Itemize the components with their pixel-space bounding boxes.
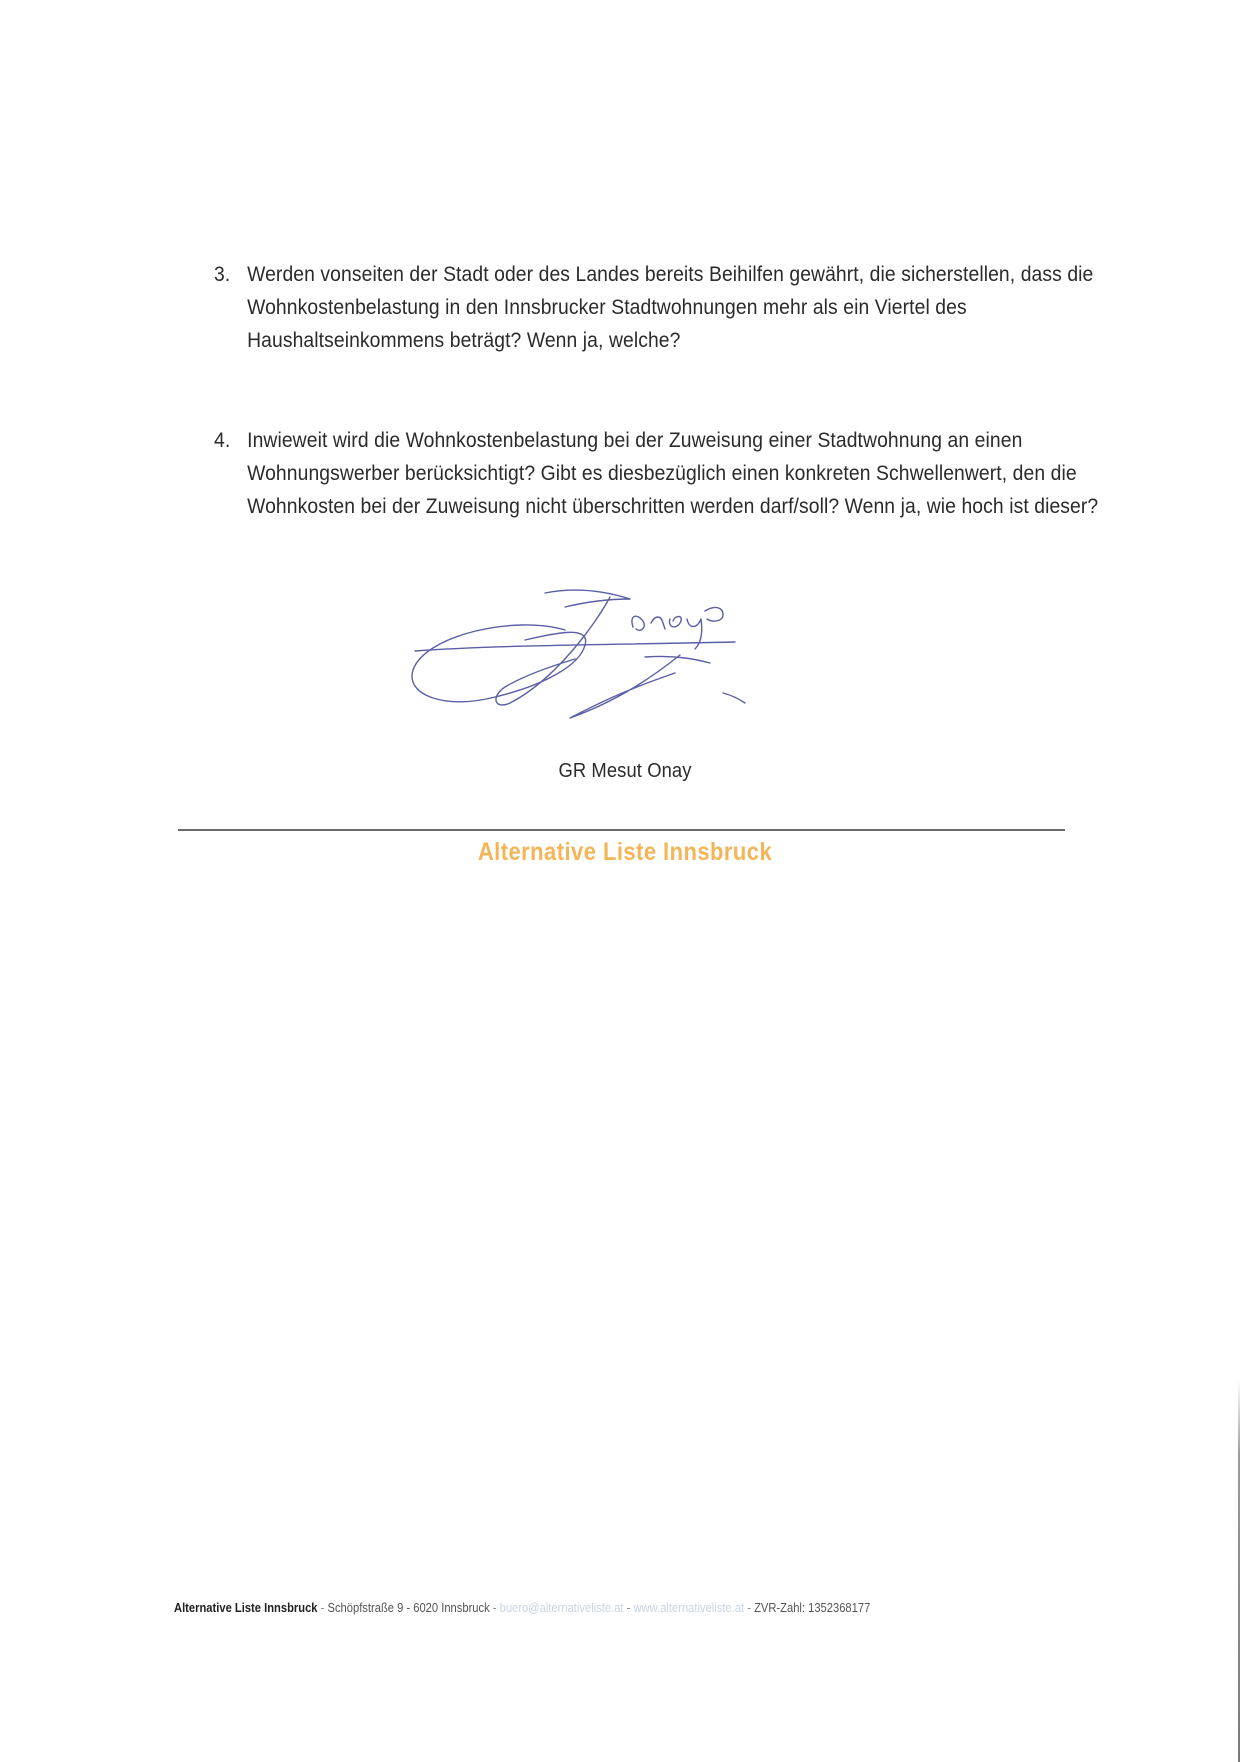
footer-separator: - [320, 1600, 325, 1615]
question-text: Werden vonseiten der Stadt oder des Landes bereits Beihilfen gewährt, die sicherstellen, dass die Wohnkostenbelastung in den Innsbrucker Stadtwohnungen mehr als ein Viertel des Haushaltseinkommens beträgt? Wenn ja, welche? [247, 263, 1094, 352]
question-4 [214, 424, 1099, 523]
footer-address: Schöpfstraße 9 - 6020 Innsbruck [327, 1600, 490, 1615]
question-number: 4. [214, 429, 231, 452]
question-3 [214, 258, 1094, 357]
footer [174, 1600, 965, 1615]
signer-name: GR Mesut Onay [558, 760, 692, 782]
footer-separator: - [626, 1600, 631, 1615]
footer-zvr: ZVR-Zahl: 1352368177 [754, 1600, 871, 1615]
divider [178, 829, 1065, 831]
org-banner-logo: Alternative Liste Innsbruck [477, 838, 773, 866]
footer-separator: - [747, 1600, 751, 1615]
footer-org: Alternative Liste Innsbruck [174, 1600, 318, 1615]
question-number: 3. [214, 263, 231, 286]
footer-email-link[interactable]: buero@alternativeliste.at [499, 1600, 624, 1615]
question-text: Inwieweit wird die Wohnkostenbelastung bei der Zuweisung einer Stadtwohnung an einen Wohnungswerber berücksichtigt? Gibt es diesbezüglich einen konkreten Schwellenwert, den die Wohnkosten bei der Zuweisung nicht überschritten werden darf/soll? Wenn ja, wie hoch ist dieser? [247, 429, 1099, 518]
page-edge [1238, 1380, 1240, 1762]
footer-website-link[interactable]: www.alternativeliste.at [633, 1600, 745, 1615]
footer-separator: - [492, 1600, 497, 1615]
signature-image [405, 585, 855, 730]
